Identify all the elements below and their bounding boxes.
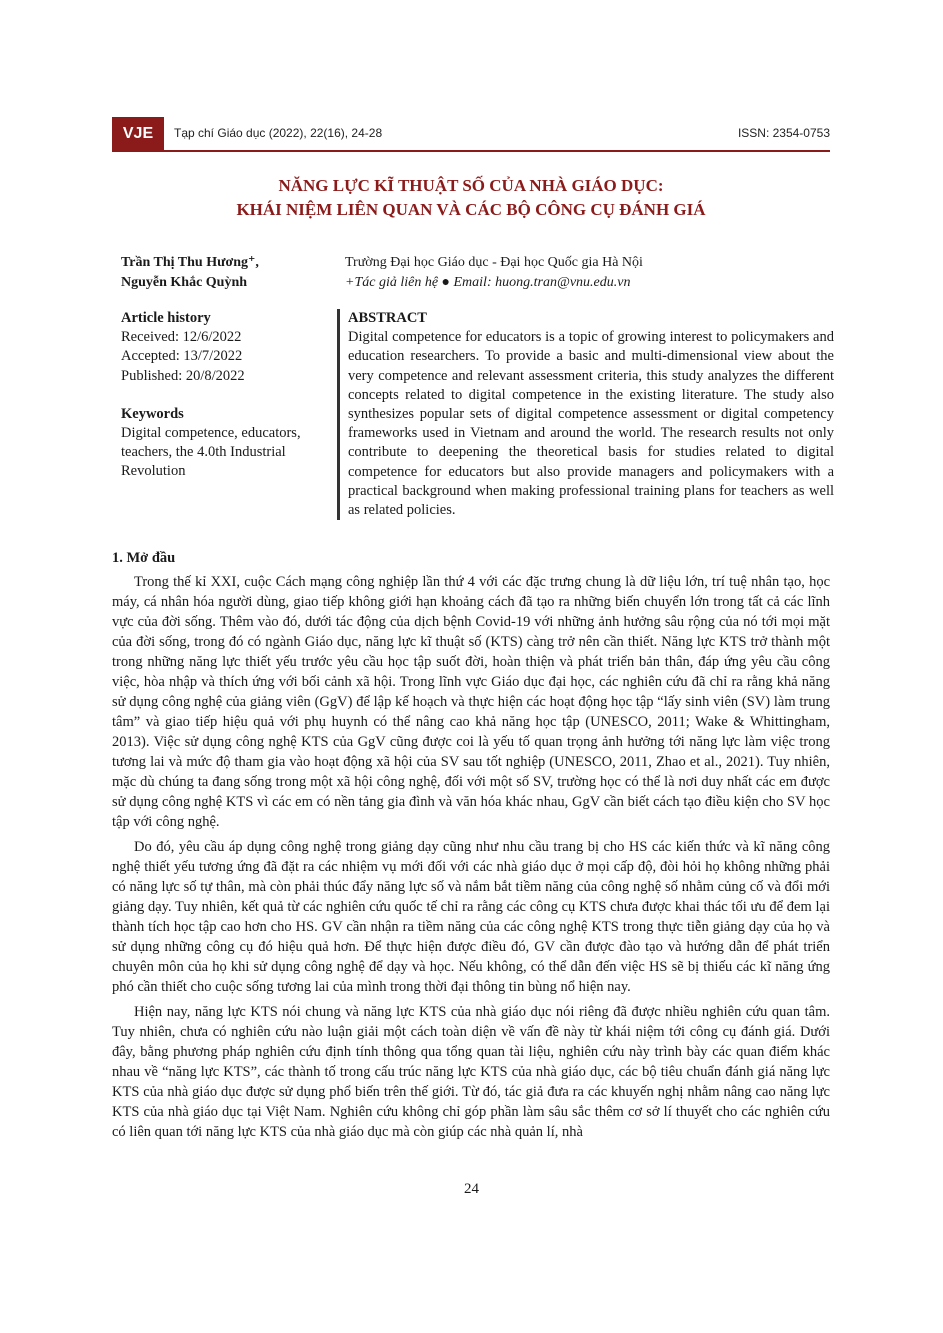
paragraph: Hiện nay, năng lực KTS nói chung và năng lực KTS của nhà giáo dục nói riêng đã được nhiều nghiên cứu quan tâm. Tuy nhiên, chưa có nghiên cứu nào luận giải một cách toàn diện về vấn đề này từ khái niệm tới công cụ đánh giá. Dưới đây, bằng phương pháp nghiên cứu định tính thông qua tổng quan tài liệu, nghiên cứu này trình bày các quan điểm khác nhau về “năng lực KTS”, các thành tố trong cấu trúc năng lực KTS của nhà giáo dục, các bộ tiêu chuẩn đánh giá năng lực KTS của nhà giáo dục được sử dụng phổ biến trên thế giới. Từ đó, tác giả đưa ra các khuyến nghị nhằm nâng cao năng lực KTS của nhà giáo dục tại Việt Nam. Nghiên cứu không chỉ góp phần làm sâu sắc thêm cơ sở lí thuyết cho các nghiên cứu có liên quan tới năng lực KTS của nhà giáo dục mà còn giúp các nhà quản lí, nhà	[112, 1004, 830, 1140]
received-date: Received: 12/6/2022	[121, 329, 242, 346]
title-line-2: KHÁI NIỆM LIÊN QUAN VÀ CÁC BỘ CÔNG CỤ ĐÁNH GIÁ	[236, 200, 706, 219]
keywords-heading: Keywords	[121, 405, 184, 422]
accepted-date: Accepted: 13/7/2022	[121, 348, 243, 365]
affiliation	[345, 253, 643, 293]
institution: Trường Đại học Giáo dục - Đại học Quốc gia Hà Nội	[345, 255, 643, 270]
author-2: Nguyễn Khắc Quỳnh	[121, 275, 248, 290]
article-history-heading: Article history	[121, 310, 211, 326]
article-meta	[121, 309, 316, 482]
contact-email: +Tác giả liên hệ ● Email: huong.tran@vnu.edu.vn	[345, 275, 631, 290]
body-text	[112, 572, 830, 1147]
abstract-heading: ABSTRACT	[348, 310, 427, 326]
journal-citation: Tạp chí Giáo dục (2022), 22(16), 24-28	[174, 126, 383, 140]
journal-logo: VJE	[112, 117, 164, 151]
author-1: Trần Thị Thu Hương⁺,	[121, 255, 259, 270]
header-rule	[112, 150, 830, 152]
journal-header	[112, 117, 830, 151]
section-heading: 1. Mở đầu	[112, 550, 176, 566]
paragraph: Do đó, yêu cầu áp dụng công nghệ trong giảng dạy cũng như nhu cầu trang bị cho HS các kiến thức và kĩ năng công nghệ thiết yếu tương ứng đã đặt ra các nhiệm vụ mới đối với các nhà giáo dục ở mọi cấp độ, đòi hỏi họ không những phải có năng lực số tự thân, mà còn phải thúc đẩy năng lực số và nắm bắt tiềm năng của công nghệ số nhằm củng cố và đổi mới giảng dạy. Tuy nhiên, kết quả từ các nghiên cứu quốc tế chỉ ra rằng các công cụ KTS chưa được khai thác tối ưu để đem lại thành tích học tập cao hơn cho HS. GV cần nhận ra tiềm năng của các công nghệ KTS trong thực tiễn giảng dạy của họ và sử dụng những công cụ đó hiệu quả hơn. Để thực hiện được điều đó, GV cần được đào tạo và hướng dẫn để phát triển chuyên môn của họ khi sử dụng công nghệ để dạy và học. Nếu không, có thể dẫn đến việc HS sẽ bị thiếu các kĩ năng ứng phó cần thiết cho cuộc sống tương lai của mình trong thời đại thông tin bùng nổ hiện nay.	[112, 839, 830, 995]
published-date: Published: 20/8/2022	[121, 367, 245, 384]
title-line-1: NĂNG LỰC KĨ THUẬT SỐ CỦA NHÀ GIÁO DỤC:	[278, 176, 664, 195]
abstract	[337, 309, 834, 520]
abstract-body: Digital competence for educators is a topic of growing interest to policymakers and education researchers. To provide a basic and multi-dimensional view about the very competence and relevant assessment criteria, this study analyzes the different concepts related to digital competence in the existing literature. The study also synthesizes popular sets of digital competence assessment or digital competency frameworks used in Vietnam and around the world. The research results not only contribute to deepening the theoretical basis for studies related to digital competence for educators but also provide managers and policymakers with a practical background when making professional training plans for teachers as well as related policies.	[348, 329, 834, 519]
issn: ISSN: 2354-0753	[737, 126, 830, 140]
authors	[121, 253, 259, 293]
keywords-text: Digital competence, educators, teachers, the 4.0th Industrial Revolution	[121, 425, 301, 480]
paragraph: Trong thế kỉ XXI, cuộc Cách mạng công nghiệp lần thứ 4 với các đặc trưng chung là dữ liệu lớn, trí tuệ nhân tạo, học máy, cá nhân hóa người dùng, giao tiếp không giới hạn khoảng cách đã tạo ra những biến chuyển lớn trong tất cả các lĩnh vực của đời sống. Thêm vào đó, dưới tác động của dịch bệnh Covid-19 với những ảnh hưởng sâu rộng của nó tới mọi mặt của đời sống, trong đó có ngành Giáo dục, năng lực kĩ thuật số (KTS) càng trở nên cần thiết. Năng lực KTS trở thành một trong những năng lực thiết yếu trước yêu cầu học tập suốt đời, hoàn thiện và phát triển bản thân, đáp ứng yêu cầu công việc, hòa nhập và thích ứng với bối cảnh xã hội. Trong lĩnh vực Giáo dục đại học, các nghiên cứu đã chỉ ra rằng khả năng sử dụng công nghệ của giảng viên (GgV) để lập kế hoạch và thực hiện các hoạt động học tập “lấy sinh viên (SV) làm trung tâm” và giao tiếp hiệu quả với phụ huynh có thể nâng cao khả năng học tập (UNESCO, 2011; Wake & Whittingham, 2013). Việc sử dụng công nghệ KTS của GgV cũng được coi là yếu tố quan trọng ảnh hưởng tới năng lực làm việc trong tương lai và mức độ tham gia vào hoạt động xã hội của SV sau tốt nghiệp (UNESCO, 2011, Zhao et al., 2021). Tuy nhiên, mặc dù chúng ta đang sống trong một xã hội công nghệ, đối với một số SV, trường học có thể là nơi duy nhất các em được sử dụng công nghệ KTS vì các em có nền tảng gia đình và văn hóa khác nhau, GgV cần biết cách tạo điều kiện cho SV học tập với công nghệ.	[112, 574, 830, 830]
page-number: 24	[464, 1181, 479, 1197]
article-title	[112, 174, 830, 222]
